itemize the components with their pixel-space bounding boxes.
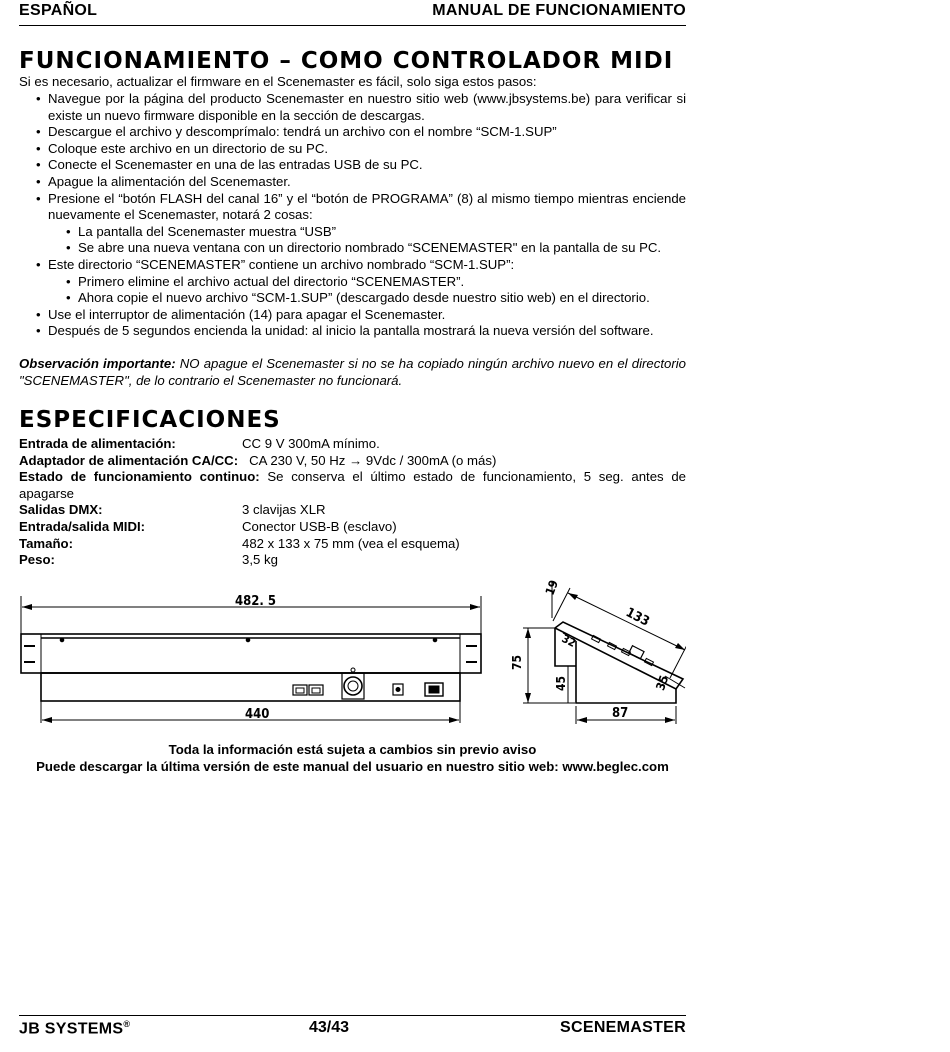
intro-text: Si es necesario, actualizar el firmware en el Scenemaster es fácil, solo siga estos pasos: xyxy=(19,74,537,89)
spec-label: Salidas DMX: xyxy=(19,502,103,518)
list-item: • Apague la alimentación del Scenemaster. xyxy=(19,174,686,191)
arrow-head xyxy=(525,628,531,638)
list-item: • Coloque este archivo en un directorio de su PC. xyxy=(19,141,686,158)
arrow-head xyxy=(470,604,480,610)
dim-front-width: 482. 5 xyxy=(235,594,277,609)
screw xyxy=(246,638,250,642)
note-text: NO apague el Scenemaster si no se ha copiado ningún archivo nuevo en el directorio "SCENEMASTER", de lo contrario el Scenemaster no funcionará. xyxy=(19,356,686,388)
footer-brand: JB SYSTEMS® xyxy=(19,1019,131,1038)
spec-value: CC 9 V 300mA mínimo. xyxy=(242,436,380,451)
arrow-head xyxy=(449,717,459,723)
side-view xyxy=(510,578,686,724)
spec-row xyxy=(19,502,686,519)
arrow-head xyxy=(42,717,52,723)
spec-label: Peso: xyxy=(19,552,55,568)
dimension-line xyxy=(568,593,685,650)
sub-list-item: • Se abre una nueva ventana con un directorio nombrado “SCENEMASTER" en la pantalla de su PC. xyxy=(48,240,686,257)
spec-label: Adaptador de alimentación CA/CC: xyxy=(19,452,239,468)
xlr-connector xyxy=(344,677,362,695)
dimension-drawing xyxy=(19,578,686,726)
arrow-head xyxy=(665,717,675,723)
spec-row xyxy=(19,436,686,453)
list-item: • Descargue el archivo y descomprímalo: tendrá un archivo con el nombre “SCM-1.SUP” xyxy=(19,124,686,141)
spec-label: Entrada de alimentación: xyxy=(19,436,176,451)
dim-side-35: 35 xyxy=(653,673,672,693)
list-item: • Este directorio “SCENEMASTER” contiene un archivo nombrado “SCM-1.SUP”: • Primero elimine el archivo actual del directorio “SCENEMASTER”. • Ahora copie el nuevo archivo “SCM-1.SUP” (descargado desde nuestro sitio web) en el directorio. xyxy=(19,257,686,307)
header-language: ESPAÑOL xyxy=(19,2,98,19)
specs-list xyxy=(19,436,686,569)
spec-value: 3 clavijas XLR xyxy=(242,502,326,518)
spec-label: Tamaño: xyxy=(19,535,73,551)
spec-value: Conector USB-B (esclavo) xyxy=(242,518,397,534)
dc-jack xyxy=(396,688,400,692)
dim-side-depth: 133 xyxy=(623,605,652,630)
screw xyxy=(433,638,437,642)
extension-line xyxy=(670,645,686,678)
sub-list xyxy=(48,224,686,257)
arrow-head xyxy=(568,593,578,600)
notice-line-2: Puede descargar la última versión de este manual del usuario en nuestro sitio web: www.beglec.com xyxy=(36,758,669,774)
dim-side-32: 32 xyxy=(559,632,578,650)
screw xyxy=(60,638,64,642)
page-footer xyxy=(19,1015,686,1040)
dim-side-base: 87 xyxy=(612,706,629,721)
spec-row xyxy=(19,469,686,502)
rack-flange xyxy=(21,634,481,673)
section-heading-specs: ESPECIFICACIONES xyxy=(19,407,281,433)
spec-value: CA 230 V, 50 Hz → 9Vdc / 300mA (o más) xyxy=(249,452,497,468)
arrow-head xyxy=(675,643,685,650)
arrow-head xyxy=(577,717,587,723)
spec-value: 482 x 133 x 75 mm (vea el esquema) xyxy=(242,535,460,551)
firmware-steps-list xyxy=(19,91,686,340)
footer-product: SCENEMASTER xyxy=(560,1019,686,1036)
spec-label: Estado de funcionamiento continuo: xyxy=(19,469,260,485)
xlr-connector xyxy=(348,681,358,691)
spec-row xyxy=(19,536,686,553)
list-item: • Navegue por la página del producto Scenemaster en nuestro sitio web (www.jbsystems.be) para verificar si existe un nuevo firmware disponible en la sección de descargas. xyxy=(19,91,686,124)
arrow-head xyxy=(525,693,531,703)
section-heading-midi: FUNCIONAMIENTO – COMO CONTROLADOR MIDI xyxy=(19,48,674,74)
list-item: • Presione el “botón FLASH del canal 16” y el “botón de PROGRAMA” (8) al mismo tiempo mientras enciende nuevamente el Scenemaster, notará 2 cosas: • La pantalla del Scenemaster muestra “USB” • Se abre una nueva ventana con un directorio nombrado “SCENEMASTER" en la pantalla de su PC. xyxy=(19,191,686,257)
list-item: • Use el interruptor de alimentación (14) para apagar el Scenemaster. xyxy=(19,307,686,324)
note-label: Observación importante: xyxy=(19,356,176,371)
header-title: MANUAL DE FUNCIONAMIENTO xyxy=(432,2,686,19)
control xyxy=(629,646,644,659)
arrow-head xyxy=(22,604,32,610)
device-body xyxy=(41,673,460,701)
port xyxy=(296,688,304,693)
registered-mark: ® xyxy=(123,1019,131,1029)
spec-value: Se conserva el último estado de funcionamiento, 5 seg. antes de apagarse xyxy=(19,469,686,501)
port xyxy=(312,688,320,693)
sub-list-item: • Ahora copie el nuevo archivo “SCM-1.SUP” (descargado desde nuestro sitio web) en el directorio. xyxy=(48,290,686,307)
list-item: • Conecte el Scenemaster en una de las entradas USB de su PC. xyxy=(19,157,686,174)
footer-notice xyxy=(19,742,686,775)
xlr-connector xyxy=(351,668,355,672)
spec-value: 3,5 kg xyxy=(242,552,278,568)
important-note xyxy=(19,356,686,389)
spec-row xyxy=(19,519,686,536)
dim-side-45: 45 xyxy=(554,675,568,691)
notice-line-1: Toda la información está sujeta a cambios sin previo aviso xyxy=(168,742,537,757)
dim-front-base: 440 xyxy=(245,707,270,722)
page-number: 43/43 xyxy=(309,1019,350,1036)
front-view xyxy=(21,594,481,723)
dim-side-height: 75 xyxy=(510,654,524,670)
spec-label: Entrada/salida MIDI: xyxy=(19,518,146,534)
sub-list-item: • La pantalla del Scenemaster muestra “USB” xyxy=(48,224,686,241)
page-header xyxy=(19,0,686,26)
spec-row xyxy=(19,453,686,470)
list-item: • Después de 5 segundos encienda la unidad: al inicio la pantalla mostrará la nueva versión del software. xyxy=(19,323,686,340)
spec-row xyxy=(19,552,686,569)
sub-list xyxy=(48,274,686,307)
power-switch xyxy=(429,686,439,693)
sub-list-item: • Primero elimine el archivo actual del directorio “SCENEMASTER”. xyxy=(48,274,686,291)
dim-side-top: 19 xyxy=(542,578,561,598)
